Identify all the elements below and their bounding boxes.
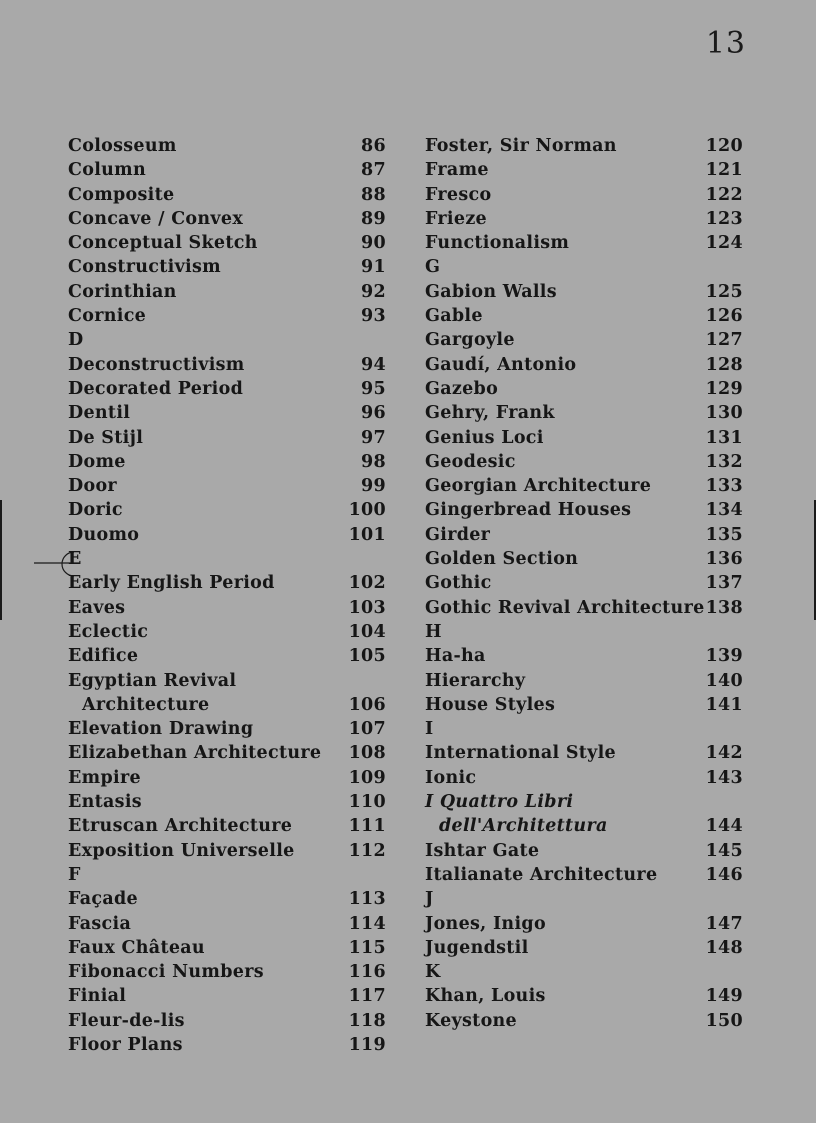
index-term: Empire: [68, 767, 141, 788]
index-page: 109: [348, 767, 386, 788]
index-term: Egyptian Revival: [68, 670, 237, 691]
index-page: 92: [361, 281, 386, 302]
index-page: 126: [705, 306, 743, 327]
index-term: Colosseum: [68, 136, 177, 156]
left-edge-crop-mark: [0, 500, 2, 620]
index-entry: [425, 304, 743, 328]
index-page: 149: [705, 986, 743, 1007]
index-entry: [425, 741, 743, 765]
index-term: Golden Section: [425, 549, 579, 570]
index-page: 107: [348, 719, 386, 740]
index-term: International Style: [425, 743, 616, 764]
index-term: Gothic Revival Architecture: [425, 597, 705, 618]
page-number: 13: [705, 26, 746, 61]
index-term: Doric: [68, 500, 123, 521]
index-page: 136: [705, 549, 743, 570]
index-page: 147: [705, 913, 743, 934]
index-entry: [425, 328, 743, 352]
index-term: Eaves: [68, 597, 126, 618]
index-letter-heading: [68, 547, 386, 571]
index-entry: [425, 426, 743, 450]
index-page: 108: [348, 743, 386, 764]
index-letter-heading: [68, 328, 386, 352]
index-term: Entasis: [68, 792, 142, 813]
index-term: Architecture: [82, 694, 210, 715]
index-term: Exposition Universelle: [68, 840, 295, 861]
index-term: Edifice: [68, 646, 139, 667]
index-term: Gehry, Frank: [425, 403, 555, 424]
index-entry: [425, 912, 743, 936]
index-entry: [425, 183, 743, 207]
index-term: Geodesic: [425, 451, 516, 472]
index-page: 140: [705, 670, 743, 691]
index-page: 150: [705, 1010, 743, 1031]
index-term: Façade: [68, 889, 138, 910]
index-term: Elevation Drawing: [68, 719, 254, 740]
index-term: Dentil: [68, 403, 131, 424]
index-entry: [425, 693, 743, 717]
index-term: Italianate Architecture: [425, 864, 658, 885]
index-page: 116: [348, 962, 386, 983]
index-term: Ishtar Gate: [425, 840, 540, 861]
index-term: Jugendstil: [425, 937, 529, 958]
index-entry: [68, 596, 386, 620]
index-entry: [425, 498, 743, 522]
index-entry: [68, 839, 386, 863]
index-entry: [425, 474, 743, 498]
index-letter-heading: [425, 717, 743, 741]
index-entry: [425, 280, 743, 304]
index-page: 128: [705, 354, 743, 375]
index-term: Deconstructivism: [68, 354, 245, 375]
index-term: Early English Period: [68, 573, 275, 594]
index-entry: [68, 571, 386, 595]
index-page: 112: [348, 840, 386, 861]
index-column-right: [425, 134, 743, 1033]
index-term: Fresco: [425, 184, 492, 205]
index-page: 119: [348, 1034, 386, 1055]
index-page: 142: [705, 743, 743, 764]
index-entry: [68, 887, 386, 911]
index-page: 106: [348, 694, 386, 715]
index-term: Khan, Louis: [425, 986, 546, 1007]
index-page: 91: [361, 257, 386, 278]
index-term: Gazebo: [425, 378, 499, 399]
index-page: 125: [705, 281, 743, 302]
index-term: Ha-ha: [425, 646, 486, 667]
letter-heading-text: D: [68, 330, 84, 351]
index-term: Fascia: [68, 913, 132, 934]
index-entry: [68, 912, 386, 936]
index-entry: [425, 984, 743, 1008]
index-entry: [68, 183, 386, 207]
index-entry: [68, 669, 386, 693]
index-page: 99: [361, 476, 386, 497]
index-term: Fibonacci Numbers: [68, 962, 264, 983]
index-term: Functionalism: [425, 233, 570, 254]
index-term: Door: [68, 476, 117, 497]
index-page: 113: [348, 889, 386, 910]
index-term: Gothic: [425, 573, 492, 594]
index-page: 133: [705, 476, 743, 497]
index-term: Genius Loci: [425, 427, 544, 448]
letter-heading-text: H: [425, 621, 442, 642]
letter-heading-text: F: [68, 864, 81, 885]
index-entry: [68, 474, 386, 498]
index-page: 138: [705, 597, 743, 618]
index-page: 104: [348, 621, 386, 642]
index-page: 87: [361, 160, 386, 181]
index-term: Gargoyle: [425, 330, 515, 351]
index-entry: [425, 401, 743, 425]
index-page: 124: [705, 233, 743, 254]
index-entry: [68, 207, 386, 231]
index-page: 120: [705, 136, 743, 156]
index-page: 123: [705, 208, 743, 229]
index-page: 111: [348, 816, 386, 837]
index-entry: [425, 790, 743, 814]
index-entry: [68, 304, 386, 328]
index-entry: [68, 1009, 386, 1033]
index-page: 122: [705, 184, 743, 205]
index-entry: [68, 984, 386, 1008]
index-entry: [68, 766, 386, 790]
index-page: 102: [348, 573, 386, 594]
index-term: Ionic: [425, 767, 477, 788]
index-term: Conceptual Sketch: [68, 233, 258, 254]
index-term: Jones, Inigo: [425, 913, 546, 934]
index-letter-heading: [425, 620, 743, 644]
index-entry: [425, 231, 743, 255]
index-term: Etruscan Architecture: [68, 816, 293, 837]
index-term: Concave / Convex: [68, 208, 244, 229]
index-entry: [68, 741, 386, 765]
index-term: Finial: [68, 986, 127, 1007]
index-page: 143: [705, 767, 743, 788]
index-term: Composite: [68, 184, 175, 205]
index-entry: [425, 523, 743, 547]
index-term: Decorated Period: [68, 378, 244, 399]
index-page: 135: [705, 524, 743, 545]
index-term: De Stijl: [68, 427, 144, 448]
index-letter-heading: [425, 960, 743, 984]
index-page: 137: [705, 573, 743, 594]
letter-heading-text: K: [425, 962, 441, 983]
index-term: Gabion Walls: [425, 281, 557, 302]
index-entry: [68, 814, 386, 838]
index-entry: [68, 450, 386, 474]
letter-heading-text: J: [425, 889, 434, 910]
index-entry: [425, 207, 743, 231]
index-page: 132: [705, 451, 743, 472]
index-page: 115: [348, 937, 386, 958]
index-term: Gable: [425, 306, 483, 327]
index-page: 129: [705, 378, 743, 399]
index-term: Fleur-de-lis: [68, 1010, 185, 1031]
index-entry: [425, 863, 743, 887]
index-page: 93: [361, 306, 386, 327]
index-entry: [68, 620, 386, 644]
index-term: Floor Plans: [68, 1034, 183, 1055]
index-entry: [425, 669, 743, 693]
index-page: 131: [705, 427, 743, 448]
index-page: 90: [361, 233, 386, 254]
index-entry: [425, 571, 743, 595]
index-entry: [68, 255, 386, 279]
index-term: dell'Architettura: [439, 816, 608, 837]
index-entry: [68, 936, 386, 960]
letter-heading-text: E: [68, 549, 82, 570]
index-term: Constructivism: [68, 257, 221, 278]
index-entry: [425, 766, 743, 790]
index-term: Foster, Sir Norman: [425, 136, 617, 156]
index-page: 130: [705, 403, 743, 424]
index-term: Faux Château: [68, 937, 205, 958]
index-term: Eclectic: [68, 621, 149, 642]
index-page: 148: [705, 937, 743, 958]
index-entry: [68, 717, 386, 741]
index-entry: [425, 596, 743, 620]
index-page: 86: [361, 136, 386, 156]
index-page: 88: [361, 184, 386, 205]
index-term: Duomo: [68, 524, 140, 545]
index-term: Cornice: [68, 306, 147, 327]
index-page: 145: [705, 840, 743, 861]
index-entry: [425, 353, 743, 377]
index-entry: [425, 839, 743, 863]
index-entry: [68, 280, 386, 304]
index-page: 89: [361, 208, 386, 229]
index-entry: [68, 158, 386, 182]
index-page: 101: [348, 524, 386, 545]
letter-heading-text: G: [425, 257, 441, 278]
index-page: 114: [348, 913, 386, 934]
index-entry: [68, 231, 386, 255]
letter-heading-text: I: [425, 719, 434, 740]
index-entry: [68, 353, 386, 377]
index-entry: [425, 1009, 743, 1033]
index-page: 139: [705, 646, 743, 667]
index-entry-continued: [425, 814, 743, 838]
index-entry: [68, 498, 386, 522]
index-entry: [68, 960, 386, 984]
index-entry: [68, 523, 386, 547]
index-page: 121: [705, 160, 743, 181]
index-column-left: [68, 134, 386, 1057]
index-entry-continued: [68, 693, 386, 717]
index-term: Elizabethan Architecture: [68, 743, 322, 764]
index-entry: [425, 644, 743, 668]
index-term: Frame: [425, 160, 489, 181]
index-page: 127: [705, 330, 743, 351]
index-letter-heading: [68, 863, 386, 887]
index-term: Dome: [68, 451, 126, 472]
index-term: Corinthian: [68, 281, 177, 302]
index-term: House Styles: [425, 694, 556, 715]
index-page: 144: [705, 816, 743, 837]
index-page: 96: [361, 403, 386, 424]
index-page: 105: [348, 646, 386, 667]
index-entry: [68, 790, 386, 814]
index-page: 97: [361, 427, 386, 448]
index-entry: [68, 1033, 386, 1057]
index-page: 110: [348, 792, 386, 813]
index-entry: [68, 644, 386, 668]
index-entry: [425, 377, 743, 401]
index-entry: [425, 547, 743, 571]
index-entry: [68, 426, 386, 450]
index-entry: [425, 134, 743, 158]
index-entry: [68, 401, 386, 425]
index-page: 117: [348, 986, 386, 1007]
index-page: 95: [361, 378, 386, 399]
index-page: 100: [348, 500, 386, 521]
index-page: 146: [705, 864, 743, 885]
index-entry: [425, 158, 743, 182]
index-term: Column: [68, 160, 147, 181]
index-letter-heading: [425, 255, 743, 279]
index-term: Girder: [425, 524, 491, 545]
index-page: 103: [348, 597, 386, 618]
index-term: I Quattro Libri: [425, 792, 574, 813]
index-term: Hierarchy: [425, 670, 526, 691]
index-entry: [68, 377, 386, 401]
index-page: 118: [348, 1010, 386, 1031]
index-term: Gaudí, Antonio: [425, 354, 577, 375]
index-term: Frieze: [425, 208, 487, 229]
index-term: Gingerbread Houses: [425, 500, 632, 521]
index-term: Keystone: [425, 1010, 517, 1031]
index-entry: [425, 936, 743, 960]
index-entry: [68, 134, 386, 158]
index-letter-heading: [425, 887, 743, 911]
index-page: 94: [361, 354, 386, 375]
index-entry: [425, 450, 743, 474]
index-term: Georgian Architecture: [425, 476, 652, 497]
index-page: 134: [705, 500, 743, 521]
index-page: 98: [361, 451, 386, 472]
index-page: 141: [705, 694, 743, 715]
